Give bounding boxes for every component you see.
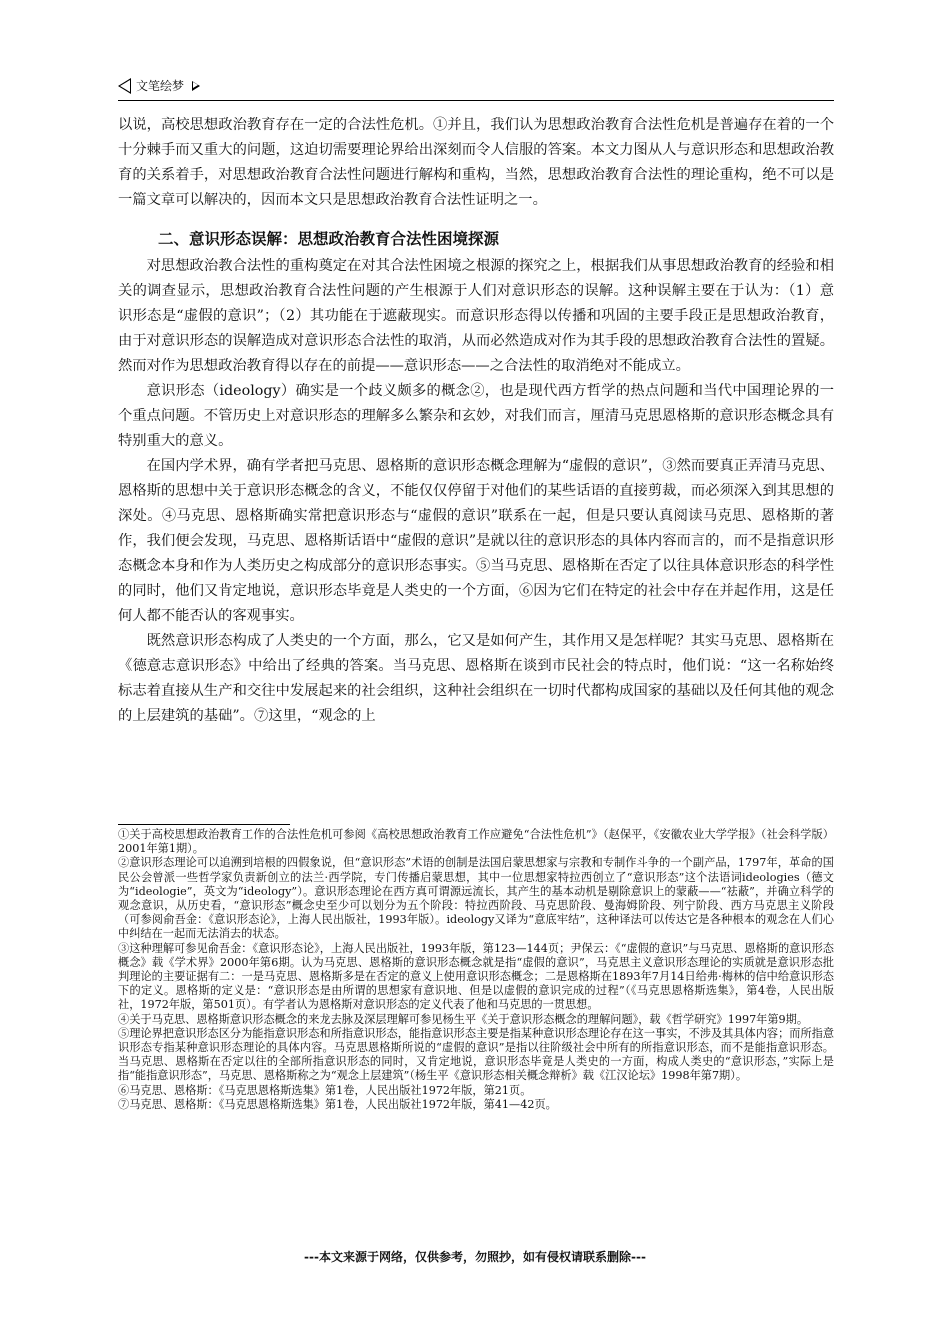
footnotes [118,828,834,1112]
paragraph-5: 既然意识形态构成了人类史的一个方面，那么，它又是如何产生，其作用又是怎样呢？其实马克思、恩格斯在《德意志意识形态》中给出了经典的答案。当马克思、恩格斯在谈到市民社会的特点时，他们说：“这一名称始终标志着直接从生产和交往中发展起来的社会组织，这种社会组织在一切时代都构成国家的基础以及任何其他的观念的上层建筑的基础”。⑦这里，“观念的上 [118,633,834,724]
footnote-divider [118,824,290,825]
paragraph-3: 意识形态（ideology）确实是一个歧义颇多的概念②，也是现代西方哲学的热点问题和当代中国理论界的一个重点问题。不管历史上对意识形态的理解多么繁杂和玄妙，对我们而言，厘清马克思恩格斯的意识形态概念具有特别重大的意义。 [118,383,834,449]
footnote-7: ⑦马克思、恩格斯：《马克思恩格斯选集》第1卷，人民出版社1972年版，第41—42页。 [118,1097,557,1111]
footnote-2: ②意识形态理论可以追溯到培根的四假象说，但“意识形态”术语的创制是法国启蒙思想家与宗教和专制作斗争的一个副产品，1797年，革命的国民公会曾派一些哲学家负责新创立的法兰·西学院，专门传播启蒙思想，其中一位思想家特拉西创立了“意识形态”这个法语词ideologies（德文为“ideologie”，英文为“ideology”）。意识形态理论在西方真可谓源远流长，其产生的基本动机是剔除意识上的蒙蔽——“祛蔽”，并确立科学的观念意识，从历史看，“意识形态”概念史至少可以划分为五个阶段：特拉西阶段、马克思阶段、曼海姆阶段、列宁阶段、西方马克思主义阶段（可参阅俞吾金：《意识形态论》，上海人民出版社，1993年版）。ideology又译为“意底牢结”，这种译法可以传达它是各种根本的观念在人们心中纠结在一起而无法消去的状态。 [118,856,834,941]
header-brand-group [118,77,200,94]
triangle-right-icon [192,81,200,91]
triangle-left-icon [118,78,131,94]
header-brand: 文笔绘梦 [136,79,185,93]
paragraph-2: 对思想政治教合法性的重构奠定在对其合法性困境之根源的探究之上，根据我们从事思想政治教育的经验和相关的调查显示，思想政治教育合法性问题的产生根源于人们对意识形态的误解。这种误解主要在于认为：（1）意识形态是“虚假的意识”；（2）其功能在于遮蔽现实。而意识形态得以传播和巩固的主要手段正是思想政治教育，由于对意识形态的误解造成对意识形态合法性的取消，从而必然造成对作为其手段的思想政治教育合法性的置疑。然而对作为思想政治教育得以存在的前提——意识形态——之合法性的取消绝对不能成立。 [118,258,834,374]
paragraph-1: 以说，高校思想政治教育存在一定的合法性危机。①并且，我们认为思想政治教育合法性危机是普遍存在着的一个十分棘手而又重大的问题，这迫切需要理论界给出深刻而令人信服的答案。本文力图从人与意识形态和思想政治教育的关系着手，对思想政治教育合法性问题进行解构和重构，当然，思想政治教育合法性的理论重构，绝不可以是一篇文章可以解决的，因而本文只是思想政治教育合法性证明之一。 [118,117,834,208]
footnote-5: ⑤理论界把意识形态区分为能指意识形态和所指意识形态，能指意识形态主要是指某种意识形态理论存在这一事实，不涉及其具体内容；而所指意识形态专指某种意识形态理论的具体内容。马克思恩格斯所说的“虚假的意识”是指以往阶级社会中所有的所指意识形态，而不是能指意识形态。当马克思、恩格斯在否定以往的全部所指意识形态的同时，又肯定地说，意识形态毕竟是人类史的一方面，构成人类史的“意识形态，”实际上是指“能指意识形态”，马克思、恩格斯称之为“观念上层建筑”（杨生平《意识形态相关概念辩析》载《江汉论坛》1998年第7期）。 [118,1026,835,1083]
paragraph-4: 在国内学术界，确有学者把马克思、恩格斯的意识形态概念理解为“虚假的意识”，③然而要真正弄清马克思、恩格斯的思想中关于意识形态概念的含义，不能仅仅停留于对他们的某些话语的直接剪裁，而必须深入到其思想的深处。④马克思、恩格斯确实常把意识形态与“虚假的意识”联系在一起，但是只要认真阅读马克思、恩格斯的著作，我们便会发现，马克思、恩格斯话语中“虚假的意识”是就以往的意识形态的具体内容而言的，而不是指意识形态概念本身和作为人类历史之构成部分的意识形态事实。⑤当马克思、恩格斯在否定了以往具体意识形态的科学性的同时，他们又肯定地说，意识形态毕竟是人类史的一个方面，⑥因为它们在特定的社会中存在并起作用，这是任何人都不能否认的客观事实。 [118,458,834,624]
footnote-3: ③这种理解可参见俞吾金：《意识形态论》，上海人民出版社，1993年版，第123—144页；尹保云：《“虚假的意识”与马克思、恩格斯的意识形态概念》载《学术界》2000年第6期。认为马克思、恩格斯的意识形态概念就是指“虚假的意识”，马克思主义意识形态理论的实质就是意识形态批判理论的主要证据有二：一是马克思、恩格斯多是在否定的意义上使用意识形态概念；二是恩格斯在1893年7月14日给弗·梅林的信中给意识形态下的定义。恩格斯的定义是：“意识形态是由所谓的思想家有意识地、但是以虚假的意识完成的过程”（《马克思恩格斯选集》，第4卷，人民出版社，1972年版，第501页）。有学者认为恩格斯对意识形态的定义代表了他和马克思的一贯思想。 [118,941,834,1012]
page-header [118,74,834,101]
footnote-1: ①关于高校思想政治教育工作的合法性危机可参阅《高校思想政治教育工作应避免“合法性危机”》（赵保平，《安徽农业大学学报》（社会科学版）2001年第1期）。 [118,828,834,856]
section-heading: 二、意识形态误解：思想政治教育合法性困境探源 [158,230,500,248]
footnote-4: ④关于马克思、恩格斯意识形态概念的来龙去脉及深层理解可参见杨生平《关于意识形态概念的理解问题》，载《哲学研究》1997年第9期。 [118,1012,809,1026]
body-text [118,113,834,729]
page-footer-notice: ---本文来源于网络，仅供参考，勿照抄，如有侵权请联系删除--- [304,1250,646,1264]
footnote-6: ⑥马克思、恩格斯：《马克思恩格斯选集》第1卷，人民出版社1972年版，第21页。 [118,1083,532,1097]
